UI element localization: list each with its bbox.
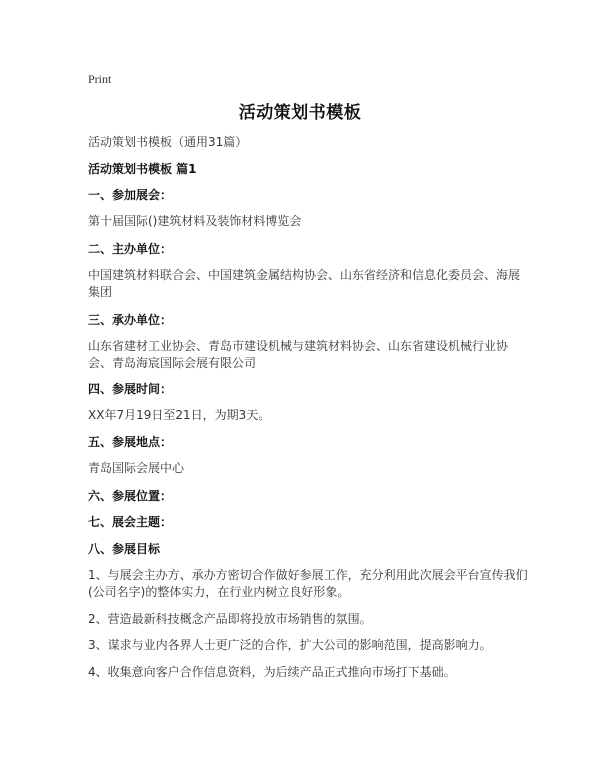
print-label: Print [88,72,112,86]
item-text: 第十届国际()建筑材料及装饰材料博览会 [88,214,302,228]
item-heading: 二、主办单位： [88,242,173,256]
section-title: 活动策划书模板 篇1 [88,162,197,176]
item-text: 青岛国际会展中心 [88,461,185,475]
item-text: 中国建筑材料联合会、中国建筑金属结构协会、山东省经济和信息化委员会、海展集团 [88,268,521,299]
goal-paragraph: 4、收集意向客户合作信息资料，为后续产品正式推向市场打下基础。 [88,665,456,679]
item-heading: 三、承办单位： [88,313,173,327]
item-heading: 五、参展地点： [88,435,173,449]
item-heading: 六、参展位置： [88,489,173,503]
item-heading: 一、参加展会： [88,188,173,202]
item-text: 山东省建材工业协会、青岛市建设机械与建筑材料协会、山东省建设机械行业协会、青岛海宸国际会展有限公司 [88,339,509,370]
item-heading: 四、参展时间： [88,382,173,396]
document-title: 活动策划书模板 [238,103,362,123]
item-text: XX年7月19日至21日，为期3天。 [88,408,271,422]
document-subtitle: 活动策划书模板（通用31篇） [88,135,248,149]
item-heading: 七、展会主题： [88,515,173,529]
item-heading: 八、参展目标 [88,542,161,556]
goal-paragraph: 1、与展会主办方、承办方密切合作做好参展工作，充分利用此次展会平台宣传我们(公司名字)的整体实力，在行业内树立良好形象。 [88,568,528,599]
goal-paragraph: 3、谋求与业内各界人士更广泛的合作，扩大公司的影响范围，提高影响力。 [88,638,492,652]
goal-paragraph: 2、营造最新科技概念产品即将投放市场销售的氛围。 [88,612,372,626]
